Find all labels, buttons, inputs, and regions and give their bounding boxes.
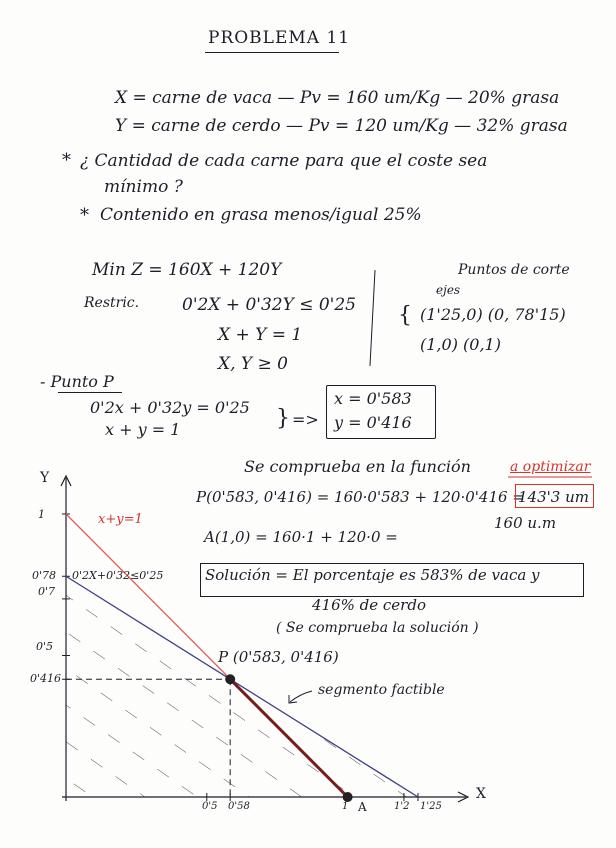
implies-arrow: => <box>292 410 319 429</box>
check-a-evaluation: A(1,0) = 160·1 + 120·0 = <box>204 528 398 546</box>
y-tick-05: 0'5 <box>36 640 54 653</box>
y-tick-1: 1 <box>38 508 45 521</box>
question-1-line-1: ¿ Cantidad de cada carne para que el coste sea <box>80 151 488 171</box>
solution-y: y = 0'416 <box>334 413 412 432</box>
definition-y: Y = carne de cerdo — Pv = 120 um/Kg — 32% grasa <box>115 116 568 136</box>
cut-points-title: Puntos de corte <box>458 262 570 278</box>
solution-x: x = 0'583 <box>334 389 412 408</box>
line-fat-label: 0'2X+0'32≤0'25 <box>72 569 164 582</box>
solution-note: ( Se comprueba la solución ) <box>276 620 479 636</box>
system-brace: } <box>276 406 290 431</box>
y-tick-07: 0'7 <box>38 585 56 598</box>
restriction-nonneg: X, Y ≥ 0 <box>218 354 289 374</box>
cut-points-subtitle: ejes <box>436 283 461 297</box>
y-axis-label: Y <box>40 470 50 486</box>
page-title: PROBLEMA 11 <box>208 28 351 48</box>
question-2: Contenido en grasa menos/igual 25% <box>100 205 422 225</box>
check-p-evaluation: P(0'583, 0'416) = 160·0'583 + 120·0'416 = <box>196 488 525 506</box>
point-p-label: P (0'583, 0'416) <box>218 648 339 666</box>
check-intro: Se comprueba en la función <box>244 457 471 476</box>
x-tick-1: 1 <box>342 801 349 812</box>
segment-pointer-arrow <box>290 691 312 702</box>
check-p-value: 143'3 um <box>518 488 589 506</box>
cut-points-row-2: (1,0) (0,1) <box>420 335 501 354</box>
x-tick-125: 1'25 <box>420 801 442 812</box>
check-intro-underlined: a optimizar <box>510 459 591 475</box>
question-1-line-2: mínimo ? <box>104 177 183 197</box>
y-tick-078: 0'78 <box>32 569 57 582</box>
x-axis-label: X <box>476 786 486 802</box>
restriction-sum: X + Y = 1 <box>218 325 303 345</box>
x-tick-058: 0'58 <box>228 801 250 812</box>
cut-points-row-1: (1'25,0) (0, 78'15) <box>420 305 566 324</box>
line-sum-label: x+y=1 <box>98 512 143 527</box>
objective-function: Min Z = 160X + 120Y <box>92 260 282 280</box>
restriction-fat: 0'2X + 0'32Y ≤ 0'25 <box>182 295 356 315</box>
point-p-eq-2: x + y = 1 <box>105 420 181 439</box>
point-a-label: A <box>358 800 367 814</box>
segment-label: segmento factible <box>318 682 445 698</box>
y-tick-0416: 0'416 <box>30 672 62 685</box>
star-mark-2: * <box>80 205 89 226</box>
solution-line-1: Solución = El porcentaje es 583% de vaca y <box>205 566 540 584</box>
check-a-value: 160 u.m <box>494 514 557 532</box>
x-tick-05: 0'5 <box>202 801 218 812</box>
solution-line-2: 416% de cerdo <box>312 596 426 614</box>
definition-x: X = carne de vaca — Pv = 160 um/Kg — 20% grasa <box>115 88 560 108</box>
point-p-eq-1: 0'2x + 0'32y = 0'25 <box>90 398 250 417</box>
cut-points-brace: { <box>398 303 412 328</box>
point-p-heading: - Punto P <box>40 372 114 391</box>
x-tick-12: 1'2 <box>394 801 410 812</box>
point-p <box>225 674 235 684</box>
restrictions-label: Restric. <box>84 295 140 311</box>
star-mark-1: * <box>62 150 71 171</box>
